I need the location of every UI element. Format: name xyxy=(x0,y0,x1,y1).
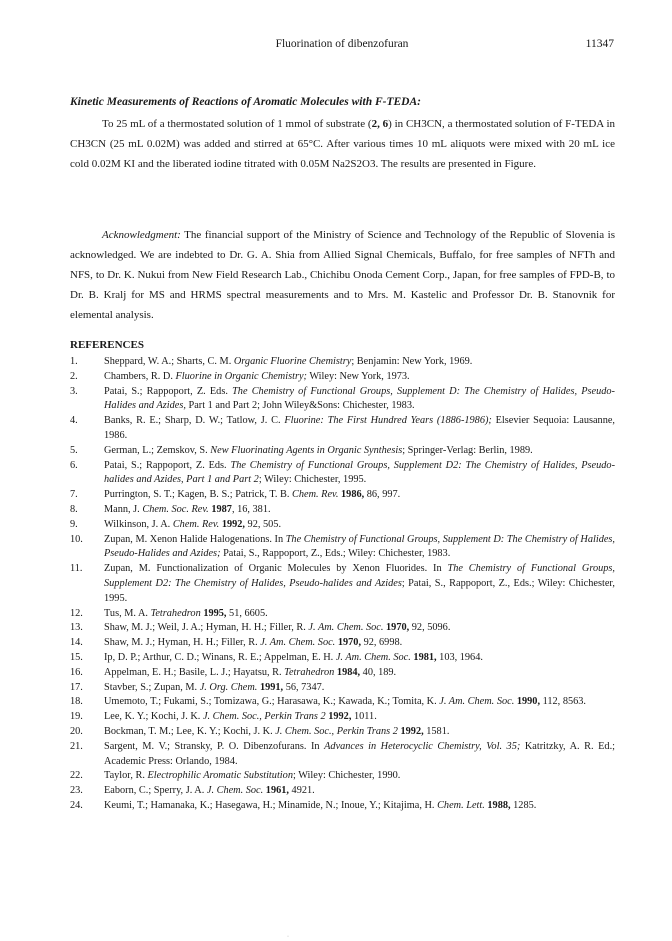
text-run: Advances in Heterocyclic Chemistry, Vol. 35; xyxy=(324,740,521,752)
reference-number: 21. xyxy=(70,740,83,752)
section-heading: Kinetic Measurements of Reactions of Aromatic Molecules with F-TEDA: xyxy=(70,96,421,108)
reference-item xyxy=(70,459,615,489)
text-run: Katritzky, A. R. Ed.; Academic Press: Orlando, 1984. xyxy=(104,740,615,767)
reference-item xyxy=(70,666,615,681)
text-run: Appelman, E. H.; Basile, L. J.; Hayatsu, R. xyxy=(104,666,285,678)
text-run: J. Chem. Soc., Perkin Trans 2 xyxy=(202,711,326,723)
text-run: 1285. xyxy=(510,799,537,811)
text-run: Wiley: New York, 1973. xyxy=(306,370,410,382)
text-run: J. Am. Chem. Soc. xyxy=(335,651,411,663)
text-run: 1990, xyxy=(516,696,541,708)
text-run: 1961, xyxy=(265,785,289,797)
text-run: ; Benjamin: New York, 1969. xyxy=(351,356,473,367)
text-run: The financial support of the Ministry of Science and Technology of the Republic of Slovenia is acknowledged. We are indebted to Dr. G. A. Shia from Allied Signal Chemicals, Buffalo, for free samples of NFTh and NFS, to Dr. K. Nukui from New Field Research Lab., Chichibu Onoda Cement Corp., Japan, for free samples of FPD-B, to Dr. B. Kralj for MS and HRMS spectral measurements and to Mrs. M. Kastelic and Professor Dr. B. Stanovnik for elemental analysis. xyxy=(70,229,615,321)
text-run: Sheppard, W. A.; Sharts, C. M. xyxy=(104,356,234,367)
text-run: 4921. xyxy=(288,785,315,797)
page-number: 11347 xyxy=(585,38,614,50)
reference-item xyxy=(70,799,615,814)
text-run: 56, 7347. xyxy=(283,681,325,693)
text-run: Lee, K. Y.; Kochi, J. K. xyxy=(104,711,203,723)
text-run: Banks, R. E.; Sharp, D. W.; Tatlow, J. C. xyxy=(104,415,285,427)
text-run: J. Org. Chem. xyxy=(199,681,258,693)
text-run: 1995, xyxy=(203,607,227,619)
text-run: Purrington, S. T.; Kagen, B. S.; Patrick, T. B. xyxy=(104,489,293,501)
text-run: 1011. xyxy=(351,711,377,723)
reference-item xyxy=(70,370,615,385)
reference-number: 6. xyxy=(70,459,78,471)
text-run: 92, 5096. xyxy=(409,622,451,634)
reference-number: 20. xyxy=(70,725,83,737)
text-run: Wilkinson, J. A. xyxy=(104,518,173,530)
reference-item xyxy=(70,444,615,459)
reference-item xyxy=(70,695,615,710)
text-run: Stavber, S.; Zupan, M. xyxy=(104,681,200,693)
reference-item xyxy=(70,651,615,666)
text-run: Part 1 and Part 2; John Wiley&Sons: Chichester, 1983. xyxy=(185,400,415,412)
text-run: To 25 mL of a thermostated solution of 1 mmol of substrate ( xyxy=(102,118,372,130)
reference-number: 24. xyxy=(70,799,83,811)
text-run: Tetrahedron xyxy=(150,607,201,619)
text-run: ; Wiley: Chichester, 1995. xyxy=(258,474,367,486)
text-run: The Chemistry of Functional Groups, Supplement D: The Chemistry of Halides, Pseudo-Halides and Azides; xyxy=(104,533,615,560)
text-run: Shaw, M. J.; Weil, J. A.; Hyman, H. H.; Filler, R. xyxy=(104,622,309,634)
text-run: Chem. Soc. Rev. xyxy=(142,503,209,515)
text-run: 1992, xyxy=(400,725,424,737)
reference-number: 7. xyxy=(70,489,78,501)
text-run: 51, 6605. xyxy=(226,607,268,619)
text-run: Patai, S., Rappoport, Z., Eds.; Wiley: Chichester, 1983. xyxy=(220,548,451,560)
text-run: Fluorine: The First Hundred Years (1886-1986); xyxy=(284,415,492,427)
reference-item xyxy=(70,769,615,784)
reference-number: 2. xyxy=(70,370,78,382)
reference-number: 13. xyxy=(70,622,83,634)
text-run: The Chemistry of Functional Groups, Supplement D: The Chemistry of Halides, Pseudo-Halides and Azides, xyxy=(104,385,615,412)
reference-item xyxy=(70,784,615,799)
reference-item xyxy=(70,488,615,503)
text-run: Sargent, M. V.; Stransky, P. O. Dibenzofurans. In xyxy=(104,740,325,752)
text-run: 92, 6998. xyxy=(361,637,403,649)
text-run: 40, 189. xyxy=(360,666,397,678)
text-run: 1986, xyxy=(341,489,365,501)
text-run: J. Am. Chem. Soc. xyxy=(308,622,384,634)
reference-item xyxy=(70,740,615,770)
text-run: J. Chem. Soc., Perkin Trans 2 xyxy=(275,725,398,737)
reference-item xyxy=(70,518,615,533)
text-run: Chambers, R. D. xyxy=(104,370,176,382)
text-run: 1988, xyxy=(487,799,511,811)
text-run: 1992, xyxy=(328,711,352,723)
text-run: 2, 6 xyxy=(371,118,389,130)
text-run: Zupan, M. Xenon Halide Halogenations. In xyxy=(104,533,286,545)
text-run: Zupan, M. Functionalization of Organic Molecules by Xenon Fluorides. In xyxy=(104,563,448,575)
text-run: Taylor, R. xyxy=(104,770,148,782)
text-run: J. Am. Chem. Soc. xyxy=(439,696,515,708)
reference-number: 9. xyxy=(70,518,78,530)
text-run: 103, 1964. xyxy=(436,651,483,663)
text-run: Electrophilic Aromatic Substitution xyxy=(147,770,293,782)
reference-number: 11. xyxy=(70,563,83,575)
text-run: Acknowledgment: xyxy=(102,229,181,241)
reference-item xyxy=(70,725,615,740)
running-title: Fluorination of dibenzofuran xyxy=(275,38,409,50)
reference-number: 3. xyxy=(70,385,78,397)
text-run: The Chemistry of Functional Groups, Supplement D2: The Chemistry of Halides, Pseudo-halides and Azides, Part 1 and Part 2 xyxy=(104,459,616,486)
text-run: 1970, xyxy=(386,622,410,634)
text-run: Elsevier Sequoia: Lausanne, 1986. xyxy=(104,415,615,441)
reference-item xyxy=(70,607,615,622)
reference-item xyxy=(70,355,615,370)
acknowledgment-paragraph xyxy=(70,225,615,325)
text-run: Mann, J. xyxy=(104,503,143,515)
text-run: ) in CH3CN, a thermostated solution of F-TEDA in CH3CN (25 mL 0.02M) was added and stirred at 65°C. After various times 10 mL aliquots were mixed with 20 mL ice cold 0.02M KI and the liberated iodine titrated with 0.05M Na2S2O3. The results are presented in Figure. xyxy=(70,118,615,170)
reference-item xyxy=(70,636,615,651)
text-run: Fluorine in Organic Chemistry; xyxy=(175,370,307,382)
reference-item xyxy=(70,414,615,444)
reference-item xyxy=(70,562,615,606)
reference-number: 15. xyxy=(70,651,83,663)
reference-item xyxy=(70,503,615,518)
text-run: Shaw, M. J.; Hyman, H. H.; Filler, R. xyxy=(104,637,261,649)
text-run: 1581. xyxy=(423,725,450,737)
reference-list xyxy=(70,355,615,814)
text-run: Tus, M. A. xyxy=(104,607,151,619)
reference-number: 5. xyxy=(70,444,78,456)
reference-number: 14. xyxy=(70,637,83,649)
reference-item xyxy=(70,533,615,563)
text-run: ; Wiley: Chichester, 1990. xyxy=(292,770,401,782)
text-run: J. Am. Chem. Soc. xyxy=(260,637,336,649)
text-run: , 16, 381. xyxy=(231,503,271,515)
reference-item xyxy=(70,710,615,725)
reference-number: 17. xyxy=(70,681,83,693)
text-run: Eaborn, C.; Sperry, J. A. xyxy=(104,785,207,797)
references-heading: REFERENCES xyxy=(70,339,144,351)
reference-number: 12. xyxy=(70,607,83,619)
text-run: 86, 997. xyxy=(364,489,401,501)
reference-number: 10. xyxy=(70,533,83,545)
text-run: Keumi, T.; Hamanaka, K.; Hasegawa, H.; Minamide, N.; Inoue, Y.; Kitajima, H. xyxy=(104,799,438,811)
reference-number: 19. xyxy=(70,711,83,723)
reference-item xyxy=(70,621,615,636)
reference-number: 8. xyxy=(70,503,78,515)
reference-number: 22. xyxy=(70,770,83,782)
text-run: Bockman, T. M.; Lee, K. Y.; Kochi, J. K. xyxy=(104,725,276,737)
reference-item xyxy=(70,681,615,696)
text-run: ; Springer-Verlag: Berlin, 1989. xyxy=(402,444,533,456)
reference-item xyxy=(70,385,615,415)
text-run: German, L.; Zemskov, S. xyxy=(104,444,211,456)
reference-number: 16. xyxy=(70,666,83,678)
text-run: Chem. Rev. xyxy=(172,518,220,530)
text-run: 1987 xyxy=(211,503,232,515)
running-header xyxy=(70,38,614,54)
text-run: J. Chem. Soc. xyxy=(206,785,264,797)
kinetics-paragraph xyxy=(70,114,615,174)
text-run: Patai, S.; Rappoport, Z. Eds. xyxy=(104,385,233,397)
text-run: New Fluorinating Agents in Organic Synthesis xyxy=(210,444,403,456)
text-run: Chem. Rev. xyxy=(292,489,339,501)
text-run: 1970, xyxy=(337,637,362,649)
text-run: ; Patai, S., Rappoport, Z., Eds.; Wiley: Chichester, 1995. xyxy=(104,577,615,604)
text-run: 1992, xyxy=(221,518,245,530)
text-run: Umemoto, T.; Fukami, S.; Tomizawa, G.; Harasawa, K.; Kawada, K.; Tomita, K. xyxy=(104,696,440,708)
text-run: 1984, xyxy=(336,666,361,678)
reference-number: 1. xyxy=(70,356,78,367)
text-run: 112, 8563. xyxy=(540,696,586,708)
text-run: Organic Fluorine Chemistry xyxy=(233,356,352,367)
text-run: 1981, xyxy=(413,651,437,663)
text-run: Tetrahedron xyxy=(284,666,335,678)
text-run: The Chemistry of Functional Groups, Supplement D2: The Chemistry of Halides, Pseudo-halides and Azides xyxy=(104,563,615,589)
text-run: Ip, D. P.; Arthur, C. D.; Winans, R. E.; Appelman, E. H. xyxy=(104,651,336,663)
text-run: 1991, xyxy=(259,681,284,693)
reference-number: 18. xyxy=(70,696,83,708)
reference-number: 23. xyxy=(70,785,83,797)
text-run: 92, 505. xyxy=(244,518,282,530)
text-run: Patai, S.; Rappoport, Z. Eds. xyxy=(104,459,231,471)
page-mark: · xyxy=(287,934,289,940)
text-run: Chem. Lett. xyxy=(437,799,485,811)
reference-number: 4. xyxy=(70,415,78,427)
